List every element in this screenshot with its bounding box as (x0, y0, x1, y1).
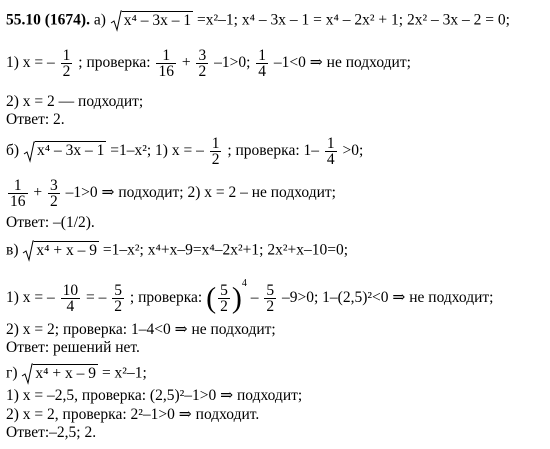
radicand: x⁴ + x – 9 (35, 364, 97, 382)
fraction (218, 283, 230, 314)
text-segment: ; проверка: (129, 289, 203, 307)
problem-line-1 (6, 10, 510, 32)
radical-sign-icon (110, 10, 122, 32)
radical-sign-icon (21, 363, 33, 385)
radicand: x⁴ + x – 9 (36, 241, 98, 259)
exponent: 4 (241, 278, 247, 290)
text-segment: >0; (342, 142, 364, 160)
fraction (8, 178, 28, 209)
part-b-label: б) (6, 142, 20, 160)
problem-line-2 (6, 48, 411, 79)
radical-sign-icon (23, 141, 35, 163)
sqrt-expression (23, 141, 106, 163)
denominator: 16 (10, 193, 26, 210)
problem-line-9 (6, 278, 494, 315)
denominator: 2 (211, 151, 220, 168)
text-segment: – (250, 289, 259, 307)
fraction (112, 283, 124, 314)
denominator: 16 (158, 63, 174, 80)
part-a-label: а) (93, 11, 106, 29)
numerator: 1 (8, 178, 28, 194)
right-paren: ) (231, 281, 242, 315)
answer-line-v: Ответ: решений нет. (6, 339, 140, 356)
numerator: 1 (211, 135, 220, 152)
numerator: 10 (62, 282, 79, 299)
numerator: 5 (266, 282, 275, 299)
text-segment: 1) x = – (6, 289, 55, 307)
numerator: 5 (220, 282, 228, 299)
text-segment: + (33, 184, 43, 202)
answer-line-b: Ответ: –(1/2). (6, 214, 95, 231)
problem-line-5 (6, 136, 363, 167)
text-segment: –9>0; 1–(2,5)²<0 ⇒ не подходит; (281, 289, 494, 307)
fraction (61, 283, 81, 314)
denominator: 2 (114, 298, 123, 315)
fraction (210, 136, 222, 167)
radical-sign-icon (22, 240, 34, 262)
text-segment: + (181, 54, 191, 72)
fraction (264, 283, 276, 314)
problem-line-8 (6, 240, 348, 262)
problem-number: 55.10 (1674). (6, 11, 90, 29)
text-segment: ; проверка: 1– (227, 142, 320, 160)
problem-line-13: 1) x = –2,5, проверка: (2,5)²–1>0 ⇒ подходит; (6, 387, 303, 404)
fraction (61, 48, 73, 79)
problem-line-10: 2) x = 2; проверка: 1–4<0 ⇒ не подходит; (6, 321, 276, 338)
problem-line-6 (6, 178, 336, 209)
fraction (156, 48, 176, 79)
problem-line-12 (6, 363, 147, 385)
numerator: 1 (156, 48, 176, 64)
denominator: 4 (258, 63, 267, 80)
radicand: x⁴ – 3x – 1 (123, 11, 192, 29)
numerator: 1 (258, 47, 267, 64)
answer-line-a: Ответ: 2. (6, 111, 65, 128)
numerator: 1 (326, 135, 335, 152)
problem-line-3: 2) x = 2 — подходит; (6, 93, 144, 110)
problem-line-14: 2) x = 2, проверка: 2²–1>0 ⇒ подходит. (6, 406, 260, 423)
numerator: 3 (50, 177, 58, 194)
left-paren: ( (206, 281, 217, 315)
equation-text: =x²–1; x⁴ – 3x – 1 = x⁴ – 2x² + 1; 2x² – 3x – 2 = 0; (197, 11, 510, 29)
fraction (256, 48, 268, 79)
denominator: 2 (198, 63, 207, 80)
numerator: 5 (114, 282, 123, 299)
sqrt-expression (21, 363, 98, 385)
denominator: 4 (66, 298, 75, 315)
equation-text: = x²–1; (101, 364, 147, 382)
radicand: x⁴ – 3x – 1 (36, 142, 105, 160)
fraction (325, 136, 337, 167)
denominator: 2 (50, 193, 58, 210)
denominator: 4 (326, 151, 335, 168)
numerator: 1 (62, 47, 71, 64)
text-segment: 1) x = – (6, 54, 55, 72)
sqrt-expression (110, 10, 193, 32)
text-segment: –1>0 ⇒ подходит; 2) x = 2 – не подходит; (65, 184, 336, 202)
text-segment: –1>0; (214, 54, 251, 72)
fraction (48, 178, 60, 209)
denominator: 2 (220, 298, 228, 315)
text-segment: –1<0 ⇒ не подходит; (273, 54, 411, 72)
text-segment: =1–x²; 1) x = – (110, 142, 204, 160)
text-segment: = – (86, 289, 107, 307)
sqrt-expression (22, 240, 99, 262)
numerator: 3 (198, 47, 207, 64)
equation-text: =1–x²; x⁴+x–9=x⁴–2x²+1; 2x²+x–10=0; (102, 241, 349, 259)
fraction (196, 48, 208, 79)
denominator: 2 (62, 63, 71, 80)
text-segment: ; проверка: (78, 54, 151, 72)
answer-line-g: Ответ:–2,5; 2. (6, 424, 97, 441)
denominator: 2 (266, 298, 275, 315)
part-v-label: в) (6, 241, 19, 259)
part-g-label: г) (6, 364, 18, 382)
